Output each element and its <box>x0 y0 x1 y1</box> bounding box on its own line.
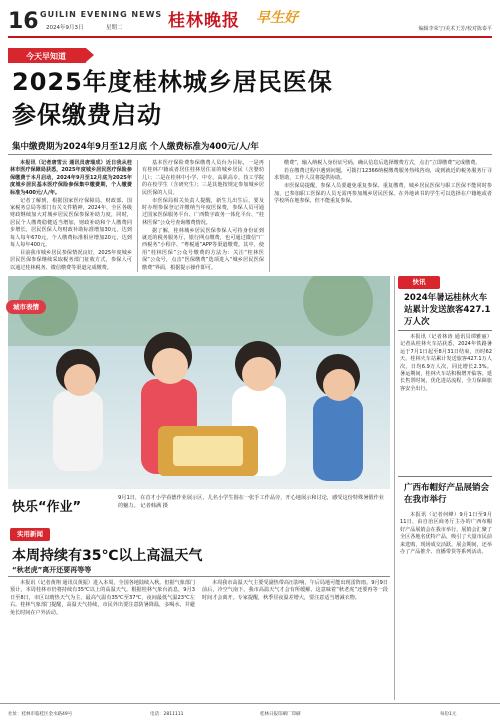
article-paragraph: 基本医疗保险费参保缴费人员台为目标，一是再有桂林户籍或者居住桂林居住证的城乡居民（含婴幼儿）；二是在桂林中小学、中专、高职高专、技工学院的在校学生（含研究生）；三是其他按规定参加城乡居民医保的人员。 <box>142 160 264 196</box>
column-divider <box>137 160 138 272</box>
weather-headline: 本周持续有35℃以上高温天气 <box>12 548 203 564</box>
headline-line-2: 参保缴费启动 <box>12 101 162 129</box>
article-column-3 <box>274 160 492 206</box>
weekday: 星期二 <box>106 25 123 31</box>
column-divider <box>269 160 270 272</box>
page-footer <box>0 703 500 724</box>
photo-illustration <box>8 276 390 489</box>
weather-rule <box>8 576 390 577</box>
paper-logo: 桂林晚报 <box>168 11 240 31</box>
footer-printer: 桂林日报印刷厂印刷 <box>260 712 301 717</box>
publish-date: 2024年9月3日 <box>46 25 84 31</box>
child-figure <box>53 349 103 471</box>
masthead-rule <box>8 36 492 38</box>
article-paragraph: 本报讯（记者林涛 通讯员谭雅丽）记者从桂林火车站获悉，2024年铁路暑运于7月1日起至8月31日结束，历时62天。桂林火车站累计发送旅客427.1万人次，日均6.9万人次，同比增长2.3%。暑运期间，桂林火车站积极增开临客、延长售票时间，优化进站流程，全力保障旅客安全出行。 <box>400 334 492 392</box>
sidebar-rule <box>398 330 492 331</box>
section-tag: 今天早知道 <box>8 48 86 63</box>
weather-subheadline: “秋老虎”离开还要再等等 <box>12 566 92 574</box>
flash-news-badge: 快讯 <box>398 276 440 289</box>
sidebar-headline-2: 广西布帽好产品展销会在我市举行 <box>404 483 490 505</box>
main-headline <box>12 66 492 132</box>
article-paragraph: 本报讯（记者何峰）9月1日至9月11日，由自治区商务厅主办的广西布帽好产品展销会在我市举行，展销会汇聚了全区各地名优特产品，吸引了大量市民前来选购，现场成交活跃。展会期间，还举办了产品推介、直播带货等系列活动。 <box>400 512 492 556</box>
weather-column-2 <box>202 580 388 603</box>
photo-caption-title: 快乐“作业” <box>12 500 82 515</box>
article-paragraph: 记者了解到，根据国家医疗保障局、财政部、国家税务总局等部门有关文件精神，2024年，全区各级财政继续加大对城乡居民医保参保补助力度，同时，居民个人缴费稳健适当增加，财政补助和个人缴费同步增长，居民医保人均财政补助标准增加30元，达到每人每年670元，个人缴费标准相应增加20元，达到每人每年400元。 <box>10 197 132 248</box>
paper-name-en: GUILIN EVENING NEWS <box>40 10 163 19</box>
sidebar-text-2 <box>400 512 492 557</box>
sidebar-rule <box>398 476 492 477</box>
section-logo: 早生好 <box>256 10 298 26</box>
article-column-2 <box>142 160 264 273</box>
page-number: 16 <box>8 9 39 34</box>
editor-credits: 编辑李荣宁/美术王芳/校对陈泰平 <box>418 26 492 32</box>
article-paragraph: 市医保局相关负责人提醒，新生儿出生后，要及时办理参保登记并缴纳当年度医保费，参保人员可通过国家医保服务平台、广西数字政务一体化平台、“桂林医保”公众号查询缴费情况。 <box>142 197 264 226</box>
article-paragraph: 缴费”，输入纳税人身份证号码，确认信息后选择缴费方式，点击“立即缴费”完成缴费。 <box>284 160 481 166</box>
child-figure <box>313 354 363 481</box>
sidebar-divider <box>394 276 395 700</box>
article-paragraph: 据了解，桂林城乡居民医保参保人可持身份证到就近的税务服务厅、银行网点缴费，也可通过微信“广西税务”小程序、“粤税通”APP等渠道缴费。其中，使用“桂林医保”公众号缴费的方法为：关注“桂林医保”公众号，点击“医保缴费”选项进入“城乡居民医保缴费”界面，根据提示操作即可。 <box>142 227 264 271</box>
weather-column-1 <box>10 580 195 618</box>
footer-price: 每份1元 <box>440 712 457 717</box>
article-paragraph: 本报讯（记者唐雪云 通讯员唐瑞成）近日我从桂林市医疗保障局获悉，2025年度城乡居民医疗保险参保缴费于本月启动，2024年9月至12月底为2025年度城乡居民基本医疗保险参保集中缴费期，个人缴费标准为400元/人/年。 <box>10 160 132 196</box>
practical-news-badge: 实用新闻 <box>10 528 50 541</box>
main-subheadline: 集中缴费期为2024年9月至12月底 个人缴费标准为400元/人/年 <box>12 142 259 152</box>
sidebar-text-1 <box>400 334 492 394</box>
city-expression-badge: 城市表情 <box>6 300 46 314</box>
headline-rule <box>8 154 492 155</box>
article-column-1 <box>10 160 132 273</box>
footer-phone: 电话：2811111 <box>150 712 184 717</box>
photo-caption-text: 9月1日，在首才小学看德作业展示区，儿名小学生围在一张手工作品旁，开心地展示和讨论，感受这份特殊暑假作业的魅力。 记者韩满 摄 <box>118 495 384 509</box>
article-paragraph: 市医保局提醒，参保人员要避免重复参保、重复缴费，城乡居民医保与职工医保不能同时参加，已参加职工医保的人员无需再参加城乡居民医保。在外地读书的学生可以选择在户籍地或者学校所在地参保，但不能重复参保。 <box>274 183 492 205</box>
news-photo <box>8 276 390 489</box>
article-paragraph: 本报讯（记者黄翔 通讯员黄振）进入本周，全国各地陆续入秋。但据气象部门预计，本周桂林市仍将持续有35℃以上的高温天气。根据桂林气象台消息，9月3日至8日，市区以晴热天气为主，最高气温有35℃至37℃，夜间最低气温23℃左右。桂林气象部门提醒，高温天气持续，市民外出要注意防暑降温，多喝水，并避免长时间在户外活动。 <box>10 580 195 616</box>
footer-address: 社址：桂林市临桂区金水路49号 <box>8 712 73 717</box>
article-paragraph: 本周我市高温天气主要受副热带高压影响，午后局地可能出现雷阵雨。9月9日前后，冷空气南下，我市高温天气才会有所缓解，这意味着“秋老虎”还要再等一段时间才会离开。专家提醒，秋季昼夜温差增大，要注意适当增减衣物。 <box>202 580 388 601</box>
article-paragraph: 若在缴费过程中遇到问题，可拨打12366纳税缴费服务热线咨询，或到就近的税务服务厅寻求帮助，工作人员将提供协助。 <box>274 167 492 182</box>
masthead <box>0 0 500 40</box>
headline-line-1: 2025年度桂林城乡居民医保 <box>12 68 333 96</box>
article-paragraph: 目前我市城乡居民参保情况良好，2025年度城乡居民医保参保继续采取税务部门征收方式，参保人可以通过桂林税务、微信缴费等渠道完成缴费。 <box>10 249 132 271</box>
sidebar-headline-1: 2024年暑运桂林火车站累计发送旅客427.1万人次 <box>404 293 491 327</box>
